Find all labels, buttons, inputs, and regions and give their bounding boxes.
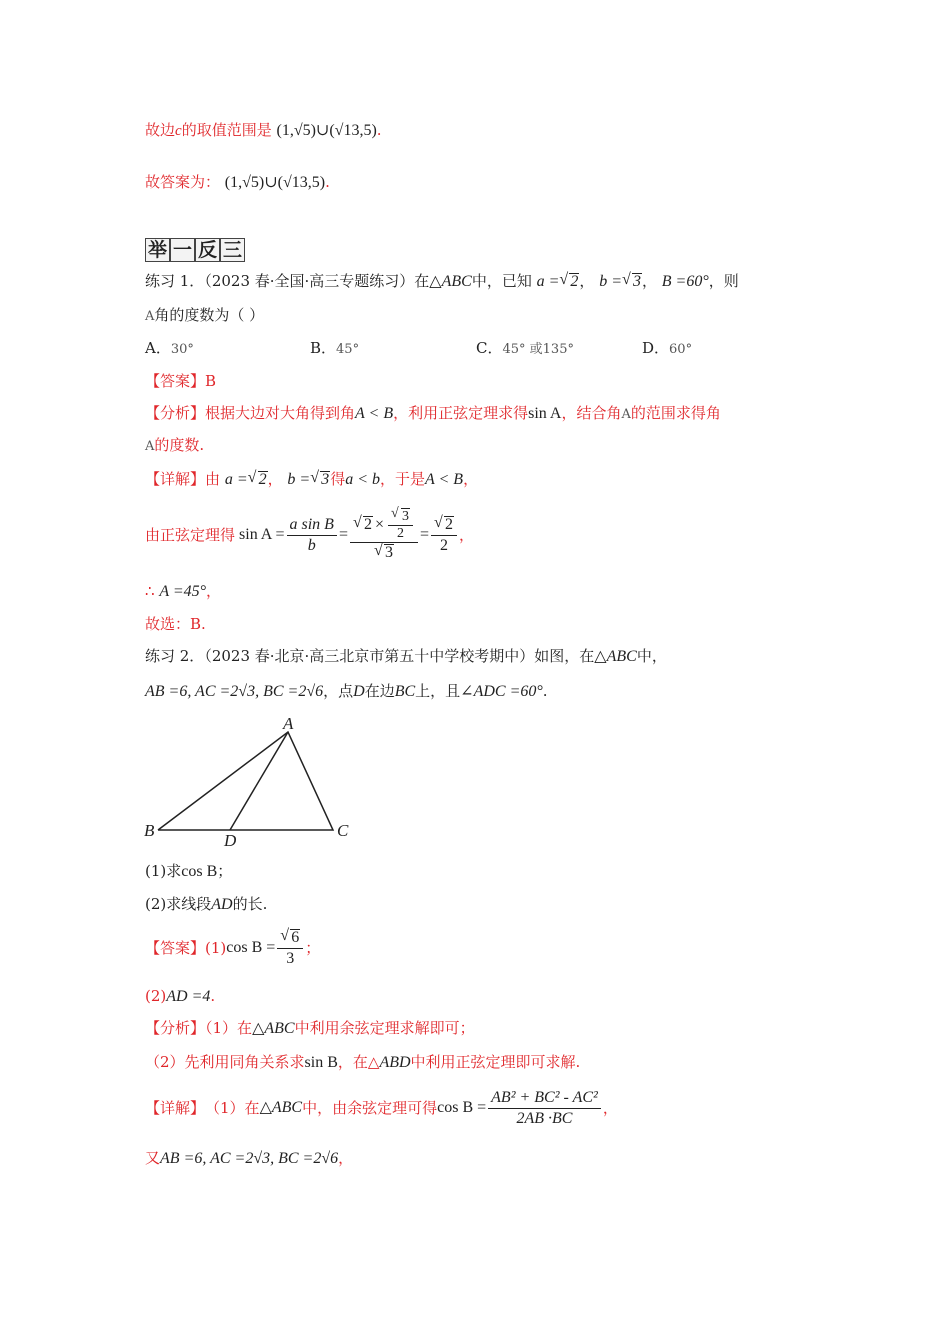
exercise-1-stem: 练习 1．（2023 春·全国·高三专题练习）在△ABC中，已知 a =√ 2， b =√ 3， B =60°，则 — [145, 271, 739, 292]
exercise-2-answer-2: (2)AD =4. — [145, 987, 216, 1005]
option-c[interactable]: C．45° 或135° — [476, 339, 574, 357]
exercise-2-given: AB =6, AC =2√3, BC =2√6，点D在边BC上，且∠ADC =60°. — [145, 682, 548, 700]
exercise-1-analysis-2: A的度数. — [145, 436, 205, 454]
segment-ad — [230, 732, 288, 830]
exercise-2-analysis: 【分析】（1）在△ABC中利用余弦定理求解即可； — [145, 1019, 475, 1037]
answer-line: 故答案为： (1,√5)∪(√13,5). — [145, 173, 330, 191]
label-b: B — [144, 821, 155, 840]
label-a: A — [283, 714, 294, 733]
exercise-2-stem: 练习 2．（2023 春·北京·高三北京市第五十中学校考期中）如图，在△ABC中， — [145, 647, 667, 665]
exercise-2-analysis-2: （2）先利用同角关系求sin B，在△ABD中利用正弦定理即可求解. — [145, 1053, 581, 1071]
exercise-1-stem-2: A角的度数为（ ） — [145, 306, 265, 324]
exercise-1-analysis: 【分析】根据大边对大角得到角A < B，利用正弦定理求得sin A，结合角A的范围求得角 — [145, 404, 721, 422]
range-line: 故边c的取值范围是 (1,√5)∪(√13,5). — [145, 121, 382, 139]
label-d: D — [224, 831, 237, 850]
exercise-2-detail: 【详解】 （1）在 △ABC 中，由余弦定理可得 cos B = $\frac{\text{AB² + BC² - AC²}}{2AB \cdot BC}$ ， — [145, 1088, 618, 1127]
range-expression: (1,√5)∪(√13,5) — [276, 122, 377, 139]
triangle-figure — [140, 710, 370, 855]
option-a[interactable]: A．30° — [145, 339, 194, 357]
question-1: (1)求cos B； — [145, 862, 233, 880]
sine-law-line: 由正弦定理得 sin A = $\frac{\text{a sin B}}{b}$ = √ 2 × √ $\frac{3}{2}$ √ 3 = √ $\frac{2}{2}$ ， — [145, 500, 474, 570]
answer-expression: (1,√5)∪(√13,5) — [224, 174, 326, 191]
section-title: 举 一 反 三 — [145, 238, 245, 262]
therefore-line: ∴ A =45°， — [145, 582, 222, 600]
exercise-1-answer: 【答案】B — [145, 372, 217, 390]
question-2: (2)求线段AD的长. — [145, 895, 268, 913]
option-d[interactable]: D．60° — [642, 339, 693, 357]
label-c: C — [337, 821, 349, 840]
option-b[interactable]: B．45° — [310, 339, 360, 357]
exercise-1-detail: 【详解】由 a =√ 2， b =√ 3得a < b，于是A < B， — [145, 469, 478, 490]
exercise-2-answer: 【答案】 (1) cos B = √ $\frac{6}{3}$ ； — [145, 923, 320, 973]
again-line: 又AB =6, AC =2√3, BC =2√6， — [145, 1149, 354, 1167]
triangle-abc — [158, 732, 333, 830]
choose-line: 故选：B. — [145, 615, 206, 633]
